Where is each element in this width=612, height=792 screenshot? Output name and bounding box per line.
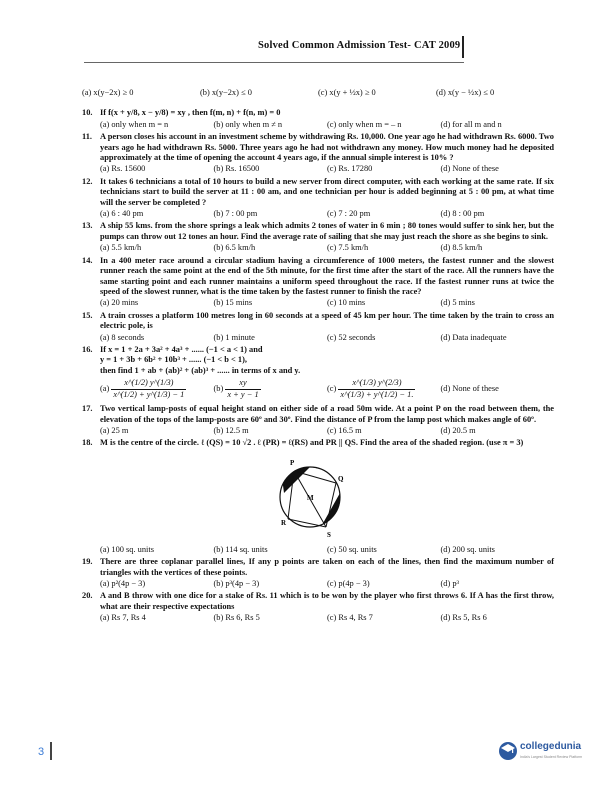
option-d: (d) 8 : 00 pm <box>440 209 485 219</box>
option-a: (a) 6 : 40 pm <box>100 209 144 219</box>
option-c: (c) 50 sq. units <box>327 544 377 554</box>
option-d: (d) None of these <box>440 164 499 174</box>
option-b: (b) 1 minute <box>213 332 255 342</box>
option-d: (d) 8.5 km/h <box>440 243 483 253</box>
q16-line-3: then find 1 + ab + (ab)² + (ab)³ + ...... in terms of x and y. <box>100 365 301 375</box>
label-p: P <box>290 458 295 467</box>
question-text: Two vertical lamp-posts of equal height stand on either side of a road 50m wide. At a point P on the road between them, the elevation of the tops of the lamp-posts are 60º and 30º. Find the distance of P from the lamp post which makes angle of 60º. <box>100 404 554 424</box>
option-a: (a) 8 seconds <box>100 332 145 342</box>
footer-rule <box>50 742 52 760</box>
q9-option-a: (a) x(y−2x) ≥ 0 <box>82 88 134 97</box>
label-s: S <box>327 530 331 539</box>
option-a: (a) Rs 7, Rs 4 <box>100 613 146 623</box>
question-number: 12. <box>82 176 93 186</box>
brand-tagline: India's Largest Student Review Platform <box>520 755 583 759</box>
option-b: (b) 7 : 00 pm <box>213 209 258 219</box>
question-text: A and B throw with one dice for a stake of Rs. 11 which is to be won by the player who first throws 6. If A has the first throw, what are their respective expectations <box>100 591 554 611</box>
option-d: (d) Data inadequate <box>440 332 507 342</box>
option-b: (b) 15 mins <box>213 298 253 308</box>
question-text: A person closes his account in an investment scheme by withdrawing Rs. 10,000. One year ago he had withdrawn Rs. 6000. Two years ago he had withdrawn Rs. 5000. Three years ago he had not withdrawn any money. How much money had he deposited approximately at the time of opening the account 4 years ago, if the annual simple interest is 10% ? <box>100 132 554 163</box>
question-text: There are three coplanar parallel lines, If any p points are taken on each of the lines, then find the maximum number of triangles with the vertices of these points. <box>100 557 554 577</box>
question-18 <box>82 438 554 555</box>
option-c: (c) only when m = – n <box>327 119 402 129</box>
q16-option-a: (a) $\frac{x\^{}(1/2) y\^{}(1/3)}{x\^{}(1/2) + y\^{}(1/3) - 1}$ <box>100 378 185 399</box>
question-number: 19. <box>82 557 93 567</box>
option-a: (a) 100 sq. units <box>100 544 154 554</box>
option-b: (b) p³(4p − 3) <box>213 579 260 588</box>
label-r: R <box>281 518 287 527</box>
question-number: 17. <box>82 404 93 414</box>
q9-option-d: (d) x(y − ½x) ≤ 0 <box>436 88 495 97</box>
option-d: (d) p³ <box>440 579 460 588</box>
option-d: (d) 20.5 m <box>440 425 476 435</box>
option-a: (a) p²(4p − 3) <box>100 579 146 588</box>
q9-option-c: (c) x(y + ½x) ≥ 0 <box>318 88 376 97</box>
fraction-numerator: xy <box>225 378 260 389</box>
option-b: (b) 114 sq. units <box>213 544 268 554</box>
option-a: (a) 5.5 km/h <box>100 243 142 253</box>
header-underline <box>84 62 464 63</box>
brand-name: collegedunia <box>520 741 582 752</box>
circle-figure <box>272 453 352 543</box>
collegedunia-logo <box>498 734 598 774</box>
question-text: If f(x + y/8, x − y/8) = xy , then f(m, n) + f(n, m) = 0 <box>100 108 281 118</box>
q16-option-b: (b) $\frac{xy}{x + y - 1}$ <box>213 378 259 399</box>
option-a: (a) 20 mins <box>100 298 139 308</box>
question-14 <box>82 256 554 309</box>
question-16 <box>82 345 554 402</box>
option-a: (a) only when m = n <box>100 119 169 129</box>
question-13 <box>82 221 554 253</box>
q16-option-c: (c) $\frac{x\^{}(1/3) y\^{}(2/3)}{x\^{}(1/3) + y\^{}(1/2) - 1.}$ <box>327 378 414 399</box>
question-11 <box>82 132 554 175</box>
question-number: 11. <box>82 132 93 142</box>
question-19 <box>82 557 554 589</box>
option-b: (b) only when m ≠ n <box>213 119 283 129</box>
label-m: M <box>307 493 314 502</box>
question-number: 20. <box>82 591 93 601</box>
fraction-numerator: x^(1/2) y^(1/3) <box>111 378 186 389</box>
question-17 <box>82 404 554 436</box>
option-d: (d) 5 mins <box>440 298 475 308</box>
question-number: 13. <box>82 221 93 231</box>
option-b: (b) 12.5 m <box>213 425 249 435</box>
page-number: 3 <box>38 746 45 758</box>
option-a: (a) Rs. 15600 <box>100 164 146 174</box>
option-c: (c) 7.5 km/h <box>327 243 369 253</box>
label-q: Q <box>338 474 344 483</box>
question-text: In a 400 meter race around a circular stadium having a circumference of 1000 meters, the fastest runner and the slowest runner reach the same point at the end of the 5th minute, for the first time after the start of the race. All the runners have the same starting point and each runner maintains a uniform speed throughout the race. If the fastest runner runs at twice the speed of the slowest runner, what is the time taken by the fastest runner to finish the race? <box>100 255 554 296</box>
page-header-title: Solved Common Admission Test- CAT 2009 <box>258 40 461 51</box>
fraction-numerator: x^(1/3) y^(2/3) <box>338 378 415 389</box>
question-number: 14. <box>82 255 93 265</box>
question-text: A train crosses a platform 100 metres long in 60 seconds at a speed of 45 km per hour. The time taken by the train to cross an electric pole, is <box>100 310 554 331</box>
question-text: M is the centre of the circle. ℓ (QS) = 10 √2 . ℓ (PR) = ℓ(RS) and PR || QS. Find the area of the shaded region. (use π = 3) <box>100 438 524 448</box>
option-b: (b) 6.5 km/h <box>213 243 256 253</box>
option-d: (d) 200 sq. units <box>440 544 495 554</box>
option-c: (c) p(4p − 3) <box>327 579 370 588</box>
option-c: (c) 10 mins <box>327 298 366 308</box>
option-a: (a) 25 m <box>100 425 129 435</box>
q9-options <box>82 88 554 98</box>
question-12 <box>82 177 554 220</box>
question-10 <box>82 108 554 130</box>
option-c: (c) 52 seconds <box>327 332 376 342</box>
question-text: It takes 6 technicians a total of 10 hours to build a new server from direct computer, with each working at the same rate. If six technicians start to build the server at 11 : 00 am, and one technician per hour is added beginning at 5 : 00 pm, at what time will the server be completed ? <box>100 176 554 207</box>
question-content <box>82 88 554 624</box>
q16-line-2: y = 1 + 3b + 6b² + 10b³ + ...... (−1 < b < 1), <box>100 355 247 365</box>
q16-line-1: If x = 1 + 2a + 3a² + 4a³ + ...... (−1 < a < 1) and <box>100 344 263 354</box>
option-c: (c) Rs 4, Rs 7 <box>327 613 373 623</box>
option-b: (b) Rs 6, Rs 5 <box>213 613 260 623</box>
graduation-cap-icon <box>498 738 518 762</box>
q16-option-d: (d) None of these <box>440 383 499 393</box>
fraction-denominator: x + y − 1 <box>227 389 259 399</box>
question-20 <box>82 591 554 623</box>
question-15 <box>82 311 554 343</box>
question-number: 16. <box>82 344 93 354</box>
option-d: (d) Rs 5, Rs 6 <box>440 613 487 623</box>
question-number: 10. <box>82 108 93 118</box>
option-b: (b) Rs. 16500 <box>213 164 260 174</box>
question-number: 18. <box>82 438 93 448</box>
q9-option-b: (b) x(y−2x) ≤ 0 <box>200 88 252 97</box>
fraction-denominator: x^(1/2) + y^(1/3) − 1 <box>113 389 185 399</box>
circle-diagram <box>272 453 352 543</box>
header-rule <box>462 36 464 58</box>
option-c: (c) Rs. 17280 <box>327 164 373 174</box>
question-text: A ship 55 kms. from the shore springs a leak which admits 2 tones of water in 6 min ; 80 tones would suffer to sink her, but the pumps can throw out 12 tones an hour. Find the average rate of sailing that she may just reach the shore as she begins to sink. <box>100 221 554 241</box>
fraction-denominator: x^(1/3) + y^(1/2) − 1. <box>340 389 414 399</box>
line-rs <box>288 519 326 527</box>
option-c: (c) 16.5 m <box>327 425 362 435</box>
option-c: (c) 7 : 20 pm <box>327 209 371 219</box>
option-d: (d) for all m and n <box>440 119 502 129</box>
question-number: 15. <box>82 310 93 320</box>
